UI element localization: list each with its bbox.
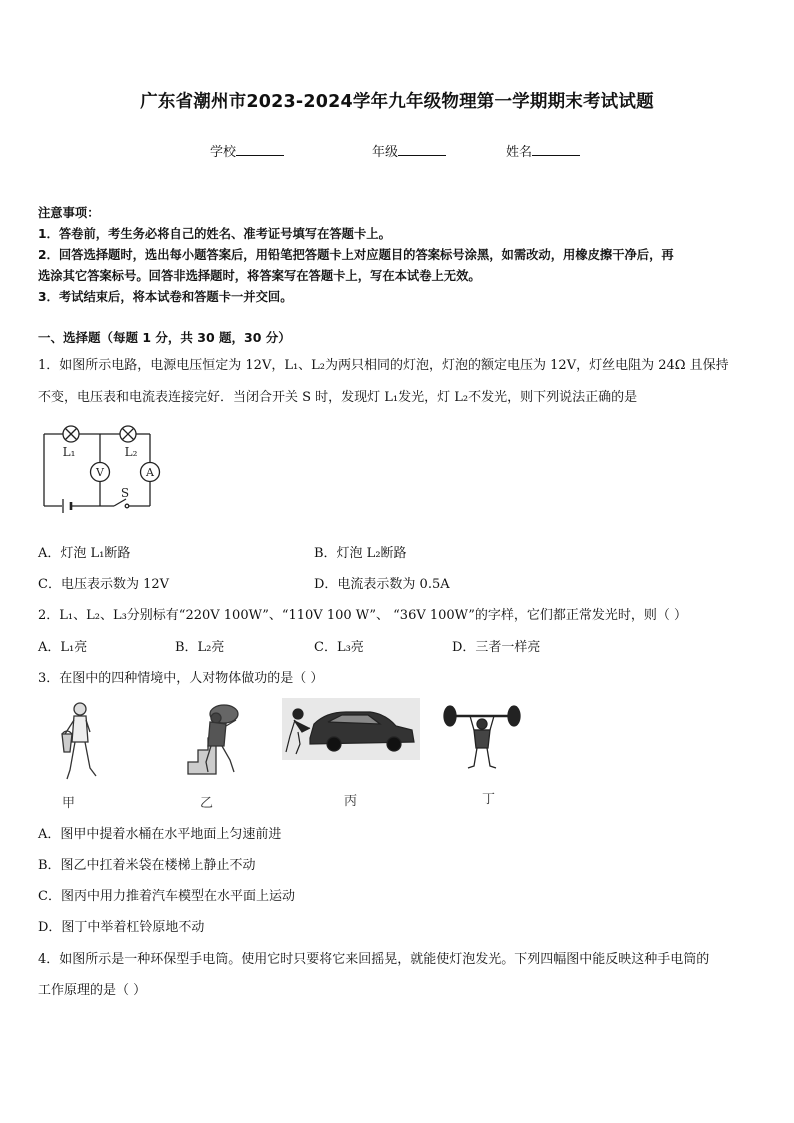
battery-icon <box>63 499 71 513</box>
l2-label: L₂ <box>124 445 138 459</box>
notice-item-3: 3．考试结束后，将本试卷和答题卡一并交回。 <box>38 290 293 304</box>
voltmeter-icon <box>91 463 110 482</box>
svg-text:A: A <box>146 466 154 479</box>
q3-option-c[interactable]: C．图丙中用力推着汽车模型在水平面上运动 <box>38 889 295 904</box>
section-heading: 一、选择题（每题 1 分，共 30 题，30 分） <box>38 330 291 345</box>
grade-blank[interactable] <box>398 143 446 156</box>
page-title: 广东省潮州市2023-2024学年九年级物理第一学期期末考试试题 <box>140 92 654 112</box>
name-field[interactable] <box>506 141 580 160</box>
q3-option-b[interactable]: B．图乙中扛着米袋在楼梯上静止不动 <box>38 858 256 873</box>
svg-text:V: V <box>96 466 104 479</box>
q1-option-a[interactable]: A．灯泡 L₁断路 <box>38 546 131 561</box>
q1-circuit-diagram <box>38 420 168 520</box>
lamp-l1-icon <box>63 426 79 442</box>
q1-option-b[interactable]: B．灯泡 L₂断路 <box>314 546 407 561</box>
name-label: 姓名 <box>506 145 533 160</box>
q4-stem-line1: 4．如图所示是一种环保型手电筒。使用它时只要将它来回摇晃，就能使灯泡发光。下列四幅图中能反映这种手电筒的 <box>38 952 710 967</box>
q2-option-a[interactable]: A．L₁亮 <box>38 640 88 655</box>
grade-label: 年级 <box>372 145 399 160</box>
figure-yi-stairs-sack <box>186 700 252 780</box>
ammeter-icon <box>141 463 160 482</box>
figure-label-jia: 甲 <box>62 796 76 811</box>
lamp-l2-icon <box>120 426 136 442</box>
school-blank[interactable] <box>236 143 284 156</box>
notice-item-1: 1．答卷前，考生务必将自己的姓名、准考证号填写在答题卡上。 <box>38 227 391 241</box>
notice-item-2: 2．回答选择题时，选出每小题答案后，用铅笔把答题卡上对应题目的答案标号涂黑，如需改动，用橡皮擦干净后，再 <box>38 248 674 262</box>
figure-label-yi: 乙 <box>200 796 214 811</box>
grade-field[interactable] <box>372 141 446 160</box>
q4-stem-line2: 工作原理的是（ ） <box>38 983 147 998</box>
name-blank[interactable] <box>532 143 580 156</box>
q2-stem: 2．L₁、L₂、L₃分别标有“220V 100W”、“110V 100 W”、 “36V 100W”的字样，它们都正常发光时，则（ ） <box>38 608 688 623</box>
figure-ding-weightlifter <box>440 700 524 772</box>
figure-bing-pushing-car <box>282 698 420 760</box>
figure-label-ding: 丁 <box>482 792 496 807</box>
q1-option-c[interactable]: C．电压表示数为 12V <box>38 577 170 592</box>
q2-option-b[interactable]: B．L₂亮 <box>175 640 225 655</box>
q1-option-d[interactable]: D．电流表示数为 0.5A <box>314 577 450 592</box>
school-label: 学校 <box>210 145 237 160</box>
notice-item-2-cont: 选涂其它答案标号。回答非选择题时，将答案写在答题卡上，写在本试卷上无效。 <box>38 269 481 283</box>
l1-label: L₁ <box>62 445 76 459</box>
figure-jia-carrying-bucket <box>50 700 110 788</box>
q3-option-d[interactable]: D．图丁中举着杠铃原地不动 <box>38 920 205 935</box>
switch-icon <box>114 499 129 508</box>
q1-stem-line1: 1．如图所示电路，电源电压恒定为 12V，L₁、L₂为两只相同的灯泡，灯泡的额定电压为 12V，灯丝电阻为 24Ω 且保持 <box>38 358 729 373</box>
figure-label-bing: 丙 <box>344 794 358 809</box>
q2-option-d[interactable]: D．三者一样亮 <box>452 640 541 655</box>
q2-option-c[interactable]: C．L₃亮 <box>314 640 364 655</box>
q3-option-a[interactable]: A．图甲中提着水桶在水平地面上匀速前进 <box>38 827 282 842</box>
school-field[interactable] <box>210 141 284 160</box>
notice-heading: 注意事项： <box>38 206 100 220</box>
s-label: S <box>120 486 130 500</box>
q3-stem: 3．在图中的四种情境中，人对物体做功的是（ ） <box>38 671 324 686</box>
q1-stem-line2: 不变，电压表和电流表连接完好．当闭合开关 S 时，发现灯 L₁发光，灯 L₂不发光，则下列说法正确的是 <box>38 390 638 405</box>
